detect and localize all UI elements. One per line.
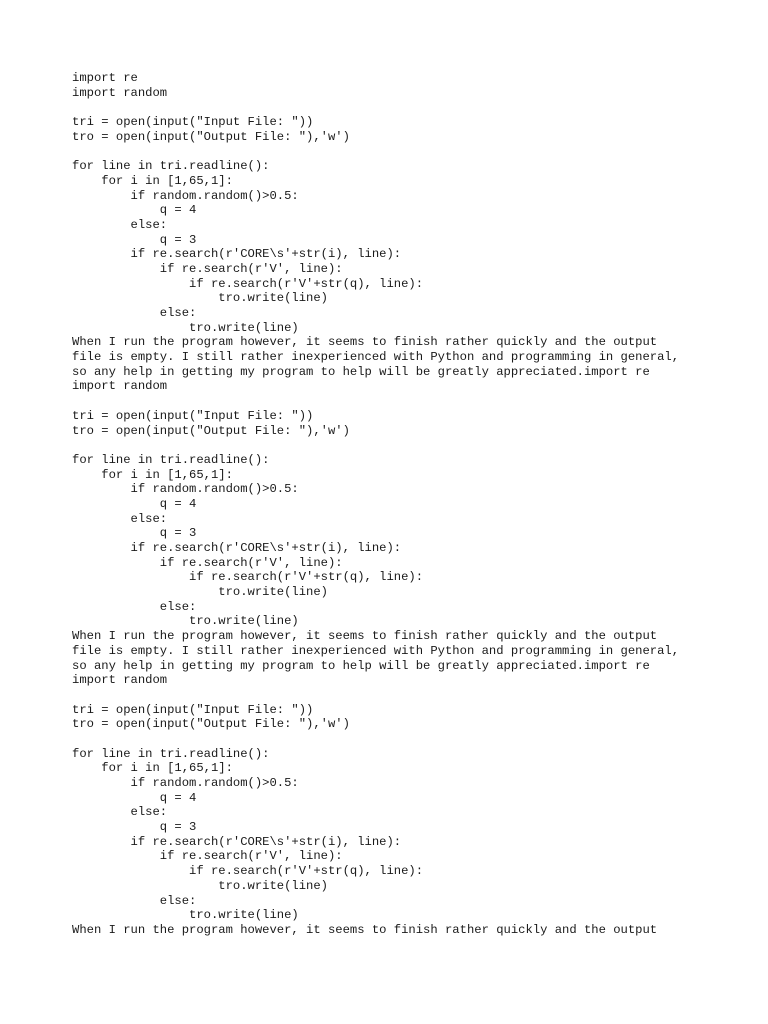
text-line: so any help in getting my program to help will be greatly appreciated.import re <box>72 658 650 673</box>
text-line: q = 4 <box>72 203 197 218</box>
document-text-body <box>72 71 679 938</box>
text-line: if re.search(r'V', line): <box>72 849 343 864</box>
text-line: if random.random()>0.5: <box>72 482 299 497</box>
text-line: so any help in getting my program to help will be greatly appreciated.import re <box>72 364 650 379</box>
text-line: else: <box>72 599 197 614</box>
text-line <box>72 438 679 453</box>
text-line: for line in tri.readline(): <box>72 452 270 467</box>
text-line <box>72 688 679 703</box>
text-line: tro.write(line) <box>72 908 299 923</box>
text-line: tro.write(line) <box>72 878 328 893</box>
text-line <box>72 394 679 409</box>
text-line: if re.search(r'V'+str(q), line): <box>72 864 424 879</box>
text-line: import re <box>72 71 138 85</box>
text-line: q = 3 <box>72 526 197 541</box>
text-line: When I run the program however, it seems to finish rather quickly and the output <box>72 922 658 937</box>
text-line <box>72 100 679 115</box>
text-line: if re.search(r'CORE\s'+str(i), line): <box>72 541 402 555</box>
text-line: for i in [1,65,1]: <box>72 173 233 188</box>
text-line: tro.write(line) <box>72 320 299 335</box>
text-line: tro = open(input("Output File: "),'w') <box>72 423 350 438</box>
text-line: else: <box>72 805 168 820</box>
text-line: if re.search(r'V'+str(q), line): <box>72 570 424 585</box>
text-line: file is empty. I still rather inexperienced with Python and programming in general, <box>72 643 680 658</box>
text-line: tri = open(input("Input File: ")) <box>72 702 314 717</box>
text-line: else: <box>72 893 197 908</box>
text-line: import random <box>72 379 168 394</box>
text-line <box>72 144 679 159</box>
text-line: if random.random()>0.5: <box>72 776 299 790</box>
text-line: else: <box>72 306 197 320</box>
text-line: tro = open(input("Output File: "),'w') <box>72 717 350 732</box>
text-line: tri = open(input("Input File: ")) <box>72 408 314 423</box>
text-line: q = 4 <box>72 496 197 511</box>
text-line: if re.search(r'CORE\s'+str(i), line): <box>72 834 402 849</box>
text-line: tri = open(input("Input File: ")) <box>72 115 314 130</box>
text-line: if random.random()>0.5: <box>72 188 299 203</box>
text-line: tro.write(line) <box>72 291 328 306</box>
text-line: tro.write(line) <box>72 585 328 600</box>
text-line: q = 3 <box>72 820 197 835</box>
text-line: for i in [1,65,1]: <box>72 467 233 482</box>
text-line: When I run the program however, it seems to finish rather quickly and the output <box>72 629 658 644</box>
text-line: if re.search(r'CORE\s'+str(i), line): <box>72 247 402 262</box>
text-line: q = 3 <box>72 232 197 247</box>
text-line: for i in [1,65,1]: <box>72 761 233 776</box>
text-line: for line in tri.readline(): <box>72 159 270 174</box>
text-line: tro.write(line) <box>72 614 299 629</box>
text-line: file is empty. I still rather inexperienced with Python and programming in general, <box>72 350 680 365</box>
text-line: else: <box>72 511 168 526</box>
text-line: When I run the program however, it seems to finish rather quickly and the output <box>72 335 658 350</box>
text-line: import random <box>72 673 168 688</box>
text-line: q = 4 <box>72 790 197 805</box>
text-line <box>72 732 679 747</box>
text-line: else: <box>72 217 168 232</box>
text-line: if re.search(r'V'+str(q), line): <box>72 276 424 291</box>
text-line: import random <box>72 85 168 100</box>
text-line: if re.search(r'V', line): <box>72 261 343 276</box>
text-line: if re.search(r'V', line): <box>72 555 343 570</box>
text-line: for line in tri.readline(): <box>72 746 270 761</box>
text-line: tro = open(input("Output File: "),'w') <box>72 129 350 144</box>
